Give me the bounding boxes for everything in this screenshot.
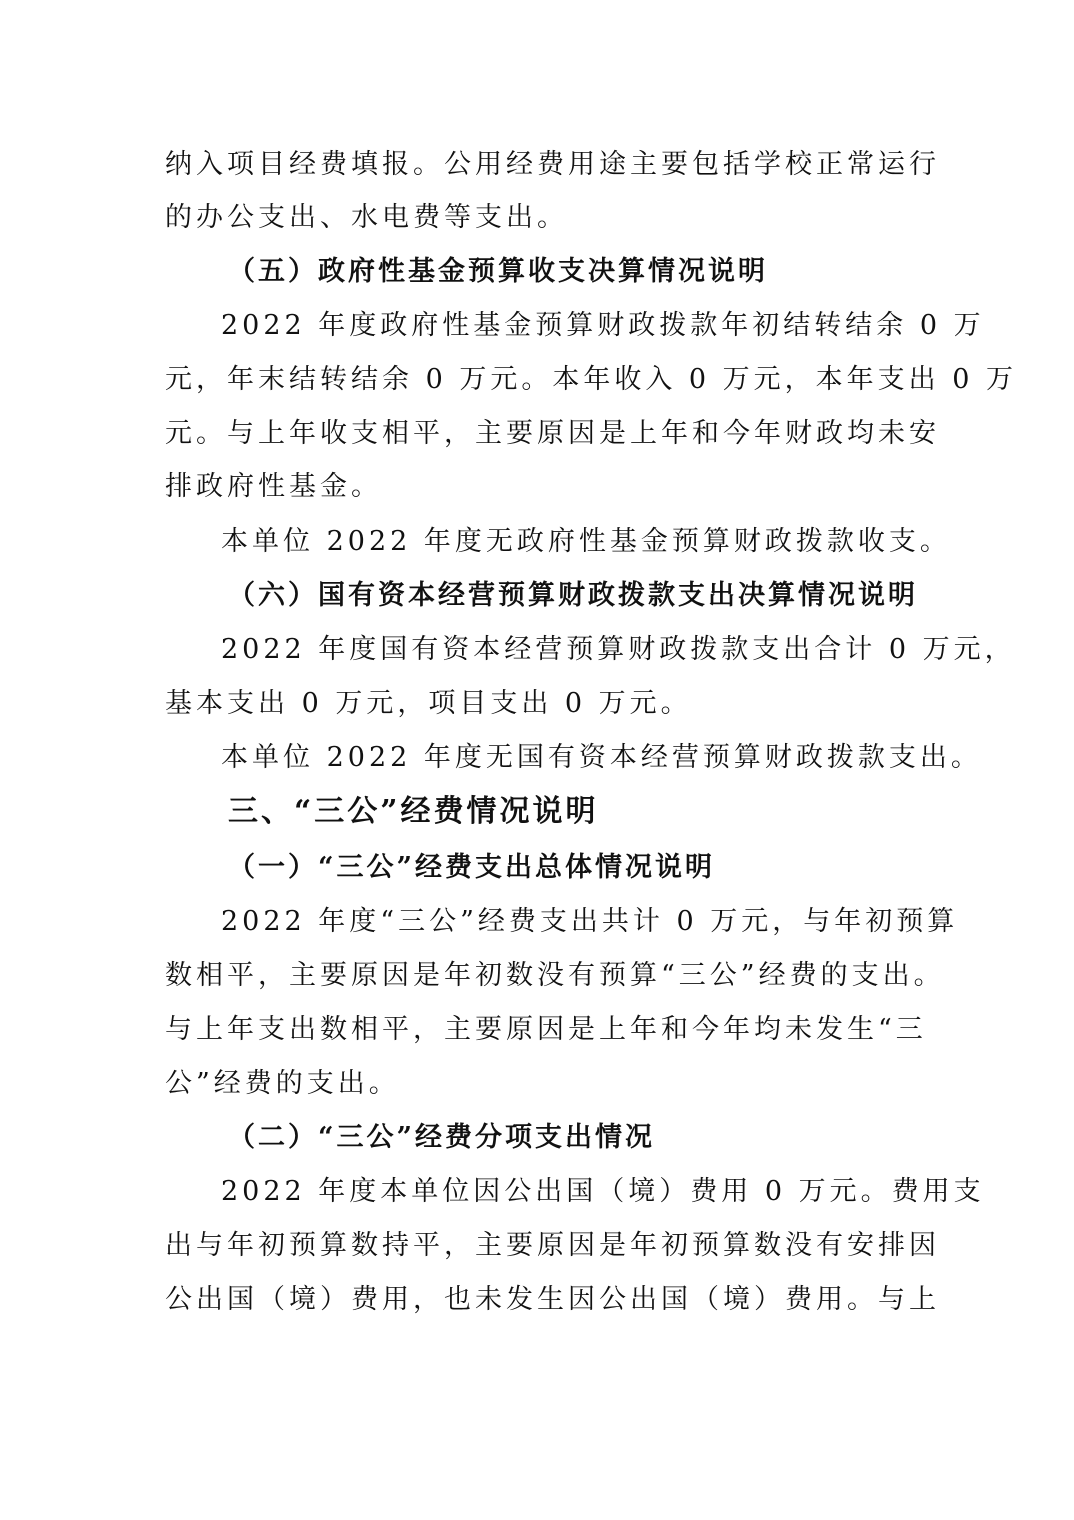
paragraph-line: 元。与上年收支相平，主要原因是上年和今年财政均未安 [165, 418, 940, 449]
paragraph-line: 公出国（境）费用，也未发生因公出国（境）费用。与上 [165, 1284, 940, 1315]
paragraph-line: 的办公支出、水电费等支出。 [165, 202, 568, 233]
chapter-heading-3: 三、“三公”经费情况说明 [228, 794, 599, 829]
section-heading-5: （五）政府性基金预算收支决算情况说明 [228, 256, 768, 287]
section-heading-2: （二）“三公”经费分项支出情况 [228, 1122, 656, 1153]
section-heading-1: （一）“三公”经费支出总体情况说明 [228, 852, 716, 883]
paragraph-line: 2022 年度本单位因公出国（境）费用 0 万元。费用支 [221, 1176, 985, 1207]
paragraph-line: 2022 年度政府性基金预算财政拨款年初结转结余 0 万 [221, 310, 985, 341]
paragraph-line: 本单位 2022 年度无政府性基金预算财政拨款收支。 [221, 526, 951, 557]
paragraph-line: 公”经费的支出。 [165, 1068, 400, 1099]
paragraph-line: 数相平，主要原因是年初数没有预算“三公”经费的支出。 [165, 960, 945, 991]
paragraph-line: 2022 年度国有资本经营预算财政拨款支出合计 0 万元， [221, 634, 1016, 665]
paragraph-line: 本单位 2022 年度无国有资本经营预算财政拨款支出。 [221, 742, 982, 773]
paragraph-line: 基本支出 0 万元，项目支出 0 万元。 [165, 688, 692, 719]
paragraph-line: 纳入项目经费填报。公用经费用途主要包括学校正常运行 [165, 149, 940, 180]
paragraph-line: 2022 年度“三公”经费支出共计 0 万元，与年初预算 [221, 906, 959, 937]
paragraph-line: 与上年支出数相平，主要原因是上年和今年均未发生“三 [165, 1014, 927, 1045]
paragraph-line: 排政府性基金。 [165, 471, 382, 502]
section-heading-6: （六）国有资本经营预算财政拨款支出决算情况说明 [228, 580, 918, 611]
paragraph-line: 元，年末结转结余 0 万元。本年收入 0 万元，本年支出 0 万 [165, 364, 1018, 395]
paragraph-line: 出与年初预算数持平，主要原因是年初预算数没有安排因 [165, 1230, 940, 1261]
